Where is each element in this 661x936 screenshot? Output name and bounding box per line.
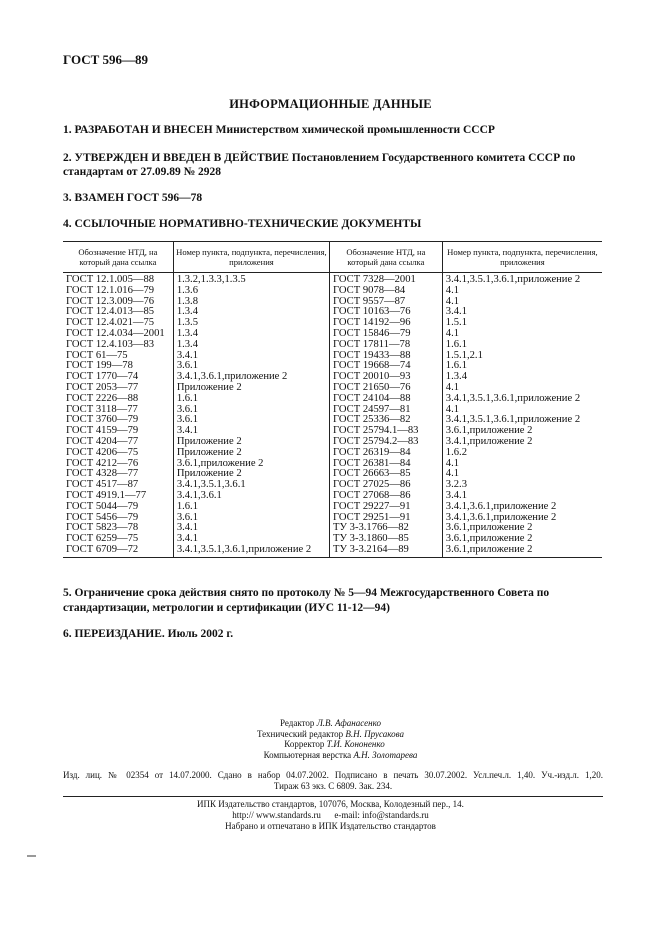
table-cell: 4.1 xyxy=(442,297,602,308)
table-cell: 3.6.1,приложение 2 xyxy=(442,545,602,557)
credit-name: Т.И. Кононенко xyxy=(326,739,385,749)
section-number: 1. xyxy=(63,124,72,136)
table-cell: ГОСТ 6709—72 xyxy=(63,545,173,557)
table-cell: ГОСТ 1770—74 xyxy=(66,371,139,383)
table-cell: ТУ 3-3.2164—89 xyxy=(330,545,443,557)
print-run: Тираж 63 экз. С 6809. Зак. 234. xyxy=(273,781,393,791)
imprint-credits xyxy=(0,718,661,760)
table-cell: 1.3.8 xyxy=(173,297,329,308)
credit-role: Технический редактор xyxy=(256,728,344,739)
table-cell: 3.4.1 xyxy=(442,307,602,318)
credit-name: В.Н. Прусакова xyxy=(345,728,405,739)
page-title: ИНФОРМАЦИОННЫЕ ДАННЫЕ xyxy=(229,97,432,111)
table-cell: ГОСТ 12.4.013—85 xyxy=(66,306,155,318)
table-cell: 4.1 xyxy=(442,286,602,297)
credit-name: А.Н. Золотарева xyxy=(353,749,418,760)
table-cell: 3.6.1 xyxy=(173,415,329,426)
table-cell: ГОСТ 4212—76 xyxy=(66,457,139,469)
publisher-printer: Набрано и отпечатано в ИПК Издательство стандартов xyxy=(225,821,436,831)
table-cell: ГОСТ 19668—74 xyxy=(330,361,443,372)
table-cell: ГОСТ 12.1.005—88 xyxy=(66,274,155,285)
section-text: Постановлением Государственного комитета СССР по стандартам от 27.09.89 № 2928 xyxy=(63,152,576,178)
table-cell: ГОСТ 26663—85 xyxy=(330,469,443,480)
table-cell: 1.3.2,1.3.3,1.3.5 xyxy=(173,273,329,286)
table-cell: ГОСТ 12.4.034—2001 xyxy=(66,327,165,339)
table-cell: ГОСТ 27025—86 xyxy=(330,480,443,491)
table-row xyxy=(63,394,602,405)
table-cell: ГОСТ 19433—88 xyxy=(330,351,443,362)
scan-mark xyxy=(27,855,36,857)
section-1 xyxy=(63,123,608,137)
table-cell: 3.4.1,3.6.1 xyxy=(173,491,329,502)
credit-name: Л.В. Афанасенко xyxy=(316,718,381,728)
table-cell: 3.4.1,3.6.1,приложение 2 xyxy=(442,502,602,513)
table-cell: ГОСТ 12.1.016—79 xyxy=(66,284,155,296)
table-cell: 4.1 xyxy=(442,383,602,394)
table-cell: 1.6.1 xyxy=(173,394,329,405)
section-heading: Ограничение срока действия снято по протоколу № 5—94 Межгосударственного Совета по стандартизации, метрологии и сертификации (ИУС 11-12—94) xyxy=(63,587,550,614)
table-cell: ГОСТ 4159—79 xyxy=(66,425,139,437)
print-details: Изд. лиц. № 02354 от 14.07.2000. Сдано в набор 04.07.2002. Подписано в печать 30.07.2002. Усл.печ.л. 1,40. Уч.-изд.л. 1,20. xyxy=(63,770,603,780)
section-heading: ПЕРЕИЗДАНИЕ. Июль 2002 г. xyxy=(74,628,234,640)
table-cell: ГОСТ 5044—79 xyxy=(66,500,139,512)
table-cell: Приложение 2 xyxy=(173,448,329,459)
table-cell: Приложение 2 xyxy=(173,469,329,480)
section-6 xyxy=(63,627,608,641)
table-cell: ГОСТ 24104—88 xyxy=(330,394,443,405)
table-cell: 3.6.1,приложение 2 xyxy=(173,459,329,470)
table-cell: ГОСТ 9078—84 xyxy=(330,286,443,297)
section-number: 4. xyxy=(63,218,72,230)
section-3 xyxy=(63,191,608,205)
table-cell: ГОСТ 5823—78 xyxy=(66,522,139,534)
table-cell: ГОСТ 3118—77 xyxy=(66,403,138,415)
table-cell: ГОСТ 2226—88 xyxy=(66,392,139,404)
table-cell: 3.4.1,3.6.1,приложение 2 xyxy=(442,513,602,524)
table-cell: ГОСТ 10163—76 xyxy=(330,307,443,318)
table-cell: ГОСТ 25336—82 xyxy=(330,415,443,426)
divider xyxy=(63,796,603,797)
table-cell: ГОСТ 3760—79 xyxy=(66,414,139,426)
table-cell: ГОСТ 4206—75 xyxy=(66,446,139,458)
table-cell: 3.4.1 xyxy=(173,426,329,437)
table-row xyxy=(63,340,602,351)
table-cell: 3.6.1,приложение 2 xyxy=(442,426,602,437)
credit-role: Редактор xyxy=(280,718,315,728)
table-cell: ГОСТ 25794.1—83 xyxy=(330,426,443,437)
credit-line xyxy=(4,739,661,750)
table-cell: 3.4.1,3.5.1,3.6.1,приложение 2 xyxy=(442,394,602,405)
table-cell: 4.1 xyxy=(442,405,602,416)
table-cell: 3.4.1 xyxy=(442,491,602,502)
section-number: 3. xyxy=(63,192,72,204)
table-cell: 3.4.1 xyxy=(173,351,329,362)
section-number: 2. xyxy=(63,152,72,164)
table-cell: Приложение 2 xyxy=(173,383,329,394)
column-header: Номер пункта, подпункта, перечисления, приложения xyxy=(442,242,602,273)
table-row xyxy=(63,502,602,513)
table-cell: ГОСТ 4517—87 xyxy=(66,479,139,491)
table-cell: ГОСТ 21650—76 xyxy=(330,383,443,394)
references-table xyxy=(63,241,602,558)
table-cell: 3.4.1,3.6.1,приложение 2 xyxy=(173,372,329,383)
table-cell: 1.5.1 xyxy=(442,318,602,329)
table-cell: 3.6.1 xyxy=(173,513,329,524)
table-cell: 3.4.1,3.5.1,3.6.1 xyxy=(173,480,329,491)
table-cell: 3.4.1,3.5.1,3.6.1,приложение 2 xyxy=(442,273,602,286)
table-cell: ГОСТ 9557—87 xyxy=(330,297,443,308)
table-cell: Приложение 2 xyxy=(173,437,329,448)
table-header-row xyxy=(63,242,602,273)
section-number: 5. xyxy=(63,587,72,599)
table-cell: ГОСТ 15846—79 xyxy=(330,329,443,340)
credit-role: Компьютерная верстка xyxy=(263,749,352,760)
table-cell: 3.4.1 xyxy=(173,534,329,545)
column-header: Номер пункта, подпункта, перечисления, приложения xyxy=(173,242,329,273)
section-heading: ССЫЛОЧНЫЕ НОРМАТИВНО-ТЕХНИЧЕСКИЕ ДОКУМЕНТЫ xyxy=(74,218,422,230)
table-cell: ГОСТ 6259—75 xyxy=(66,533,139,545)
credit-line xyxy=(0,729,661,740)
table-cell: 1.6.2 xyxy=(442,448,602,459)
publisher-address: ИПК Издательство стандартов, 107076, Москва, Колодезный пер., 14. xyxy=(197,799,464,809)
table-cell: 3.4.1,приложение 2 xyxy=(442,437,602,448)
column-header: Обозначение НТД, на который дана ссылка xyxy=(330,242,443,273)
table-row xyxy=(63,286,602,297)
table-cell: ГОСТ 4919.1—77 xyxy=(66,489,147,501)
table-cell: 3.4.1,3.5.1,3.6.1,приложение 2 xyxy=(442,415,602,426)
section-2 xyxy=(63,151,608,179)
section-4 xyxy=(63,217,608,231)
table-cell: 4.1 xyxy=(442,469,602,480)
table-cell: ГОСТ 20010—93 xyxy=(330,372,443,383)
table-cell: ГОСТ 29227—91 xyxy=(330,502,443,513)
publisher-contacts: http:// www.standards.ru e-mail: info@standards.ru xyxy=(232,810,429,820)
table-cell: ГОСТ 12.4.103—83 xyxy=(66,338,155,350)
table-cell: ГОСТ 2053—77 xyxy=(66,381,139,393)
credit-role: Корректор xyxy=(284,739,325,749)
table-cell: 3.6.1 xyxy=(173,405,329,416)
section-number: 6. xyxy=(63,628,72,640)
table-cell: 1.3.4 xyxy=(173,329,329,340)
table-cell: 3.2.3 xyxy=(442,480,602,491)
table-cell: 1.3.4 xyxy=(173,307,329,318)
table-row xyxy=(63,545,602,557)
table-cell: 1.6.1 xyxy=(442,361,602,372)
table-cell: ТУ 3-3.1766—82 xyxy=(330,523,443,534)
table-cell: 3.6.1,приложение 2 xyxy=(442,534,602,545)
table-cell: 3.4.1,3.5.1,3.6.1,приложение 2 xyxy=(173,545,329,557)
table-cell: ГОСТ 26381—84 xyxy=(330,459,443,470)
table-cell: ГОСТ 4204—77 xyxy=(66,435,139,447)
table-cell: ГОСТ 17811—78 xyxy=(330,340,443,351)
table-cell: ГОСТ 27068—86 xyxy=(330,491,443,502)
section-heading: РАЗРАБОТАН И ВНЕСЕН xyxy=(74,124,213,136)
table-cell: ГОСТ 26319—84 xyxy=(330,448,443,459)
table-cell: ГОСТ 24597—81 xyxy=(330,405,443,416)
credit-line xyxy=(0,718,661,729)
table-row xyxy=(63,448,602,459)
table-cell: ГОСТ 12.4.021—75 xyxy=(66,317,155,329)
table-cell: 3.6.1 xyxy=(173,361,329,372)
table-cell: 1.3.4 xyxy=(173,340,329,351)
table-cell: 1.5.1,2.1 xyxy=(442,351,602,362)
table-cell: 1.6.1 xyxy=(442,340,602,351)
section-5 xyxy=(63,586,608,616)
table-cell: ГОСТ 61—75 xyxy=(66,349,128,361)
table-cell: ГОСТ 14192—96 xyxy=(330,318,443,329)
section-heading: УТВЕРЖДЕН И ВВЕДЕН В ДЕЙСТВИЕ xyxy=(74,152,289,164)
table-cell: 1.3.5 xyxy=(173,318,329,329)
table-cell: ГОСТ 5456—79 xyxy=(66,511,139,523)
credit-line xyxy=(10,750,661,761)
table-cell: ТУ 3-3.1860—85 xyxy=(330,534,443,545)
table-cell: 3.6.1,приложение 2 xyxy=(442,523,602,534)
column-header: Обозначение НТД, на который дана ссылка xyxy=(63,242,173,273)
table-row xyxy=(63,273,602,286)
table-cell: ГОСТ 199—78 xyxy=(66,360,133,372)
table-cell: ГОСТ 12.3.009—76 xyxy=(66,295,155,307)
publisher-info xyxy=(0,799,661,832)
section-heading: ВЗАМЕН ГОСТ 596—78 xyxy=(74,192,203,204)
section-text: Министерством химической промышленности СССР xyxy=(215,124,495,136)
table-cell: ГОСТ 4328—77 xyxy=(66,468,139,480)
table-cell: ГОСТ 7328—2001 xyxy=(330,273,443,286)
table-cell: 3.4.1 xyxy=(173,523,329,534)
table-cell: 1.6.1 xyxy=(173,502,329,513)
table-cell: ГОСТ 29251—91 xyxy=(330,513,443,524)
table-cell: 4.1 xyxy=(442,459,602,470)
table-cell: 1.3.6 xyxy=(173,286,329,297)
table-cell: 1.3.4 xyxy=(442,372,602,383)
table-cell: 4.1 xyxy=(442,329,602,340)
document-code: ГОСТ 596—89 xyxy=(63,52,149,67)
table-cell: ГОСТ 25794.2—83 xyxy=(330,437,443,448)
